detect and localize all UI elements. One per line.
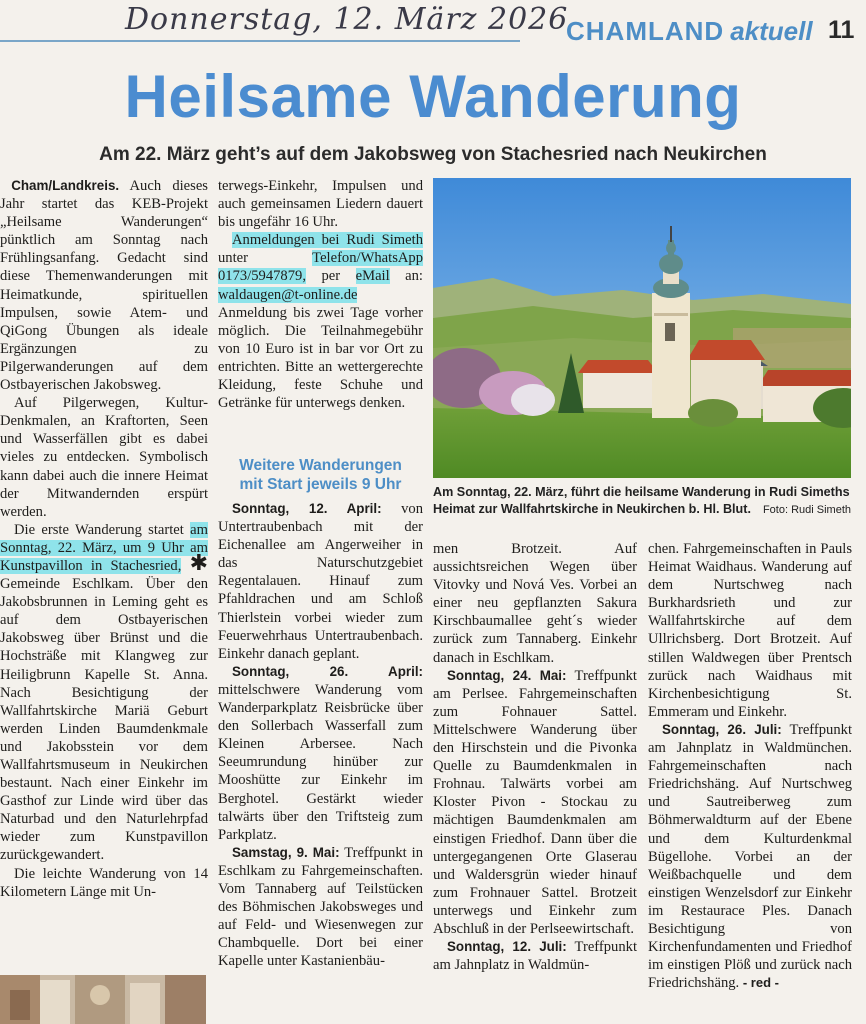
church-interior-photo-fragment: [0, 975, 206, 1024]
article-column-2: terwegs-Einkehr, Impulsen und auch gemeinsamen Liedern dauert bis ungefähr 16 Uhr. Anmeldungen bei Rudi Simeth unter Telefon/WhatsApp 0173/5947879, per eMail an: waldaugen@t-online.de Anmeldung bis zwei Tage vorher möglich. Die Teilnahmegebühr von 10 Euro ist in bar vor Ort zu entrichten. Bitte an wettergerechte Kleidung, feste Schuhe und Getränke für unterwegs denken.: [218, 178, 423, 412]
subhead: Am 22. März geht’s auf dem Jakobsweg von Stachesried nach Neukirchen: [99, 144, 767, 165]
article-column-4: chen. Fahrgemeinschaften in Pauls Heimat Waidhaus. Wanderung auf dem Nurtschweg nach Burkhardsrieth und zur Wallfahrtskirche auf dem Ullrichsberg. Dort Brotzeit. Auf stillen Waldwegen über Prentsch zurück nach Waidhaus mit Kirchenbesichtigung St. Emmeram und Einkehr. Sonntag, 26. Juli: Treffpunkt am Jahnplatz in Waldmünchen. Fahrgemeinschaften nach Friedrichshäng. Auf Nurtschweg und Sautreiberweg zum Böhmerwaldturm auf der Ebene und dem Kulturdenkmal Bügellohe. Vorbei an der Weißbachquelle und dem einstigen Wenzelsdorf zur Einkehr im Restaurace Ples. Danach Besichtigung von Kirchenfundamenten und Friedhof im einstigen Plöß und zurück nach Friedrichshäng. - red -: [648, 541, 852, 992]
article-column-2-lower: Sonntag, 12. April: von Untertraubenbach mit der Eichenallee am Angerweiher in das Naturschutzgebiet Regentalauen. Hinauf zum Pfahldrachen und am Schloß Thierlstein vorbei wieder zum Feuerwehrhaus Untertraubenbach. Einkehr danach geplant. Sonntag, 26. April: mittelschwere Wanderung vom Wanderparkplatz Reisbrücke über den Sollerbach Wasserfall zum Kleinen Arbersee. Nach Seeumrundung hinüber zur Mooshütte zur Einkehr im Berghotel. Gestärkt wieder talwärts über den Triftsteig zum Parkplatz. Samstag, 9. Mai: Treffpunkt in Eschlkam zu Fahrgemeinschaften. Vom Tannaberg auf Teilstücken des Böhmischen Jakobsweges und auf Feld- und Wiesenwegen zur Chambquelle. Dort bei einer Kapelle unter Kastanienbäu-: [218, 501, 424, 970]
dateline: Cham/Landkreis.: [11, 178, 120, 193]
hike-date: Sonntag, 12. Juli:: [447, 939, 567, 955]
hike-date: Sonntag, 12. April:: [232, 501, 382, 516]
photo-credit: Foto: Rudi Simeth: [762, 504, 851, 516]
photo-caption: [433, 484, 851, 519]
hike-date: Sonntag, 24. Mai:: [447, 667, 567, 683]
hike-date: Samstag, 9. Mai:: [232, 844, 340, 860]
handwritten-asterisk: ✱: [189, 550, 208, 576]
brand-title: [566, 16, 813, 47]
caption-text: Am Sonntag, 22. März, führt die heilsame Wanderung in Rudi Simeths Heimat zur Wallfahrtskirche in Neukirchen b. Hl. Blut.: [433, 485, 850, 516]
headline: Heilsame Wanderung: [124, 63, 742, 130]
article-photo: [433, 178, 851, 478]
page-number: 11: [828, 16, 855, 44]
article-column-3: men Brotzeit. Auf aussichtsreichen Wegen über Vitovky und Nová Ves. Vorbei an einer neu gepflanzten Sakura Kirschbaumallee geht´s wieder zurück zum Tannaberg. Einkehr danach in Eschlkam. Sonntag, 24. Mai: Treffpunkt am Perlsee. Fahrgemeinschaften zum Fohnauer Sattel. Mittelschwere Wanderung über den Hirschstein und die Pivonka Quelle zu Baumdenkmalen in Frohnau. Talwärts vorbei am Kloster Pivon - Stockau zu mächtigen Baumdenkmalen am einstigen Friedhof. Dann über die untergegangenen Orte Glaserau und Waldersgrün wieder hinauf zum Frohnauer Sattel. Brotzeit unterwegs und Einkehr zum Abschluß in der Perlseewirtschaft. Sonntag, 12. Juli: Treffpunkt am Jahnplatz in Waldmün-: [433, 541, 637, 974]
church-landscape-image: [433, 178, 851, 478]
brand-sub: aktuell: [730, 16, 813, 46]
hike-date: Sonntag, 26. Juli:: [662, 721, 782, 737]
brand-main: CHAMLAND: [566, 16, 725, 46]
article-column-1: Cham/Landkreis. Auch dieses Jahr startet das KEB-Projekt „Heilsame Wanderungen“ pünktlich am Sonntag nach Frühlingsanfang. Gedacht sind diese Themenwanderungen mit Heimatkunde, spirituellen Impulsen, sowie Atem- und QiGong Übungen als ideale Ergänzungen zu Pilgerwanderungen auf dem Ostbayerischen Jakobsweg. Auf Pilgerwegen, Kultur-Denkmalen, an Kraftorten, Seen und Wasserfällen gibt es dabei vieles zu entdecken. Symbolisch kann dabei auch die innere Heimat der Mitwandernden erspürt werden. Die erste Wanderung startet am Sonntag, 22. März, um 9 Uhr am Kunstpavillon in Stachesried, ✱ Gemeinde Eschlkam. Über den Jakobsbrunnen in Leming geht es auf dem Ostbayerischen Jakobsweg über Brünst und die Hochsträße mit Klangweg zur Heiligbrunn Kapelle St. Anna. Nach Besichtigung der Wallfahrtskirche Mariä Geburt werden Linden Baumdenkmale und Jakobsstein vor dem Wallfahrtsmuseum in Neukirchen bestaunt. Nach einer Einkehr im Gasthof zur Linde wird über das Naturbad und den Naturlehrpfad wieder zum Kunstpavillon zurückgewandert. Die leichte Wanderung von 14 Kilometern Länge mit Un-: [0, 178, 208, 900]
handwritten-date: Donnerstag, 12. März 2026: [125, 2, 569, 37]
info-box-heading: Weitere Wanderungen mit Start jeweils 9 Uhr: [239, 457, 402, 493]
header-rule: [0, 40, 520, 42]
church-interior-image: [0, 975, 206, 1024]
hike-date: Sonntag, 26. April:: [232, 663, 423, 679]
signoff: - red -: [742, 975, 779, 991]
